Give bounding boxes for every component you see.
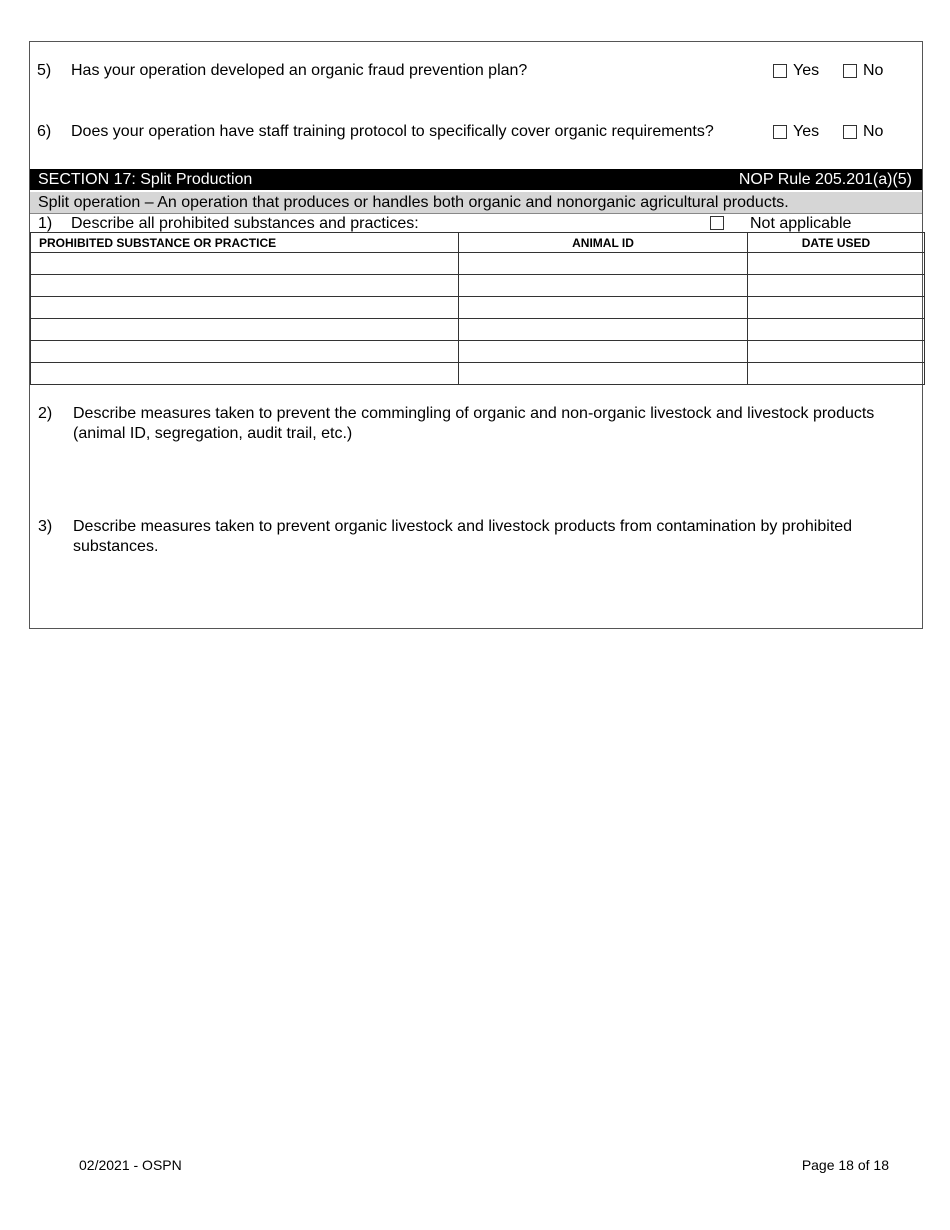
yes-checkbox[interactable] — [773, 125, 787, 139]
question-6-no[interactable] — [843, 123, 883, 141]
table-row — [31, 319, 925, 341]
substance-cell[interactable] — [31, 275, 459, 297]
question-number: 1) — [38, 215, 53, 232]
section-rule: NOP Rule 205.201(a)(5) — [738, 171, 912, 188]
animal-id-cell[interactable] — [459, 341, 748, 363]
footer-page-number: Page 18 of 18 — [801, 1157, 889, 1173]
question-text: Describe measures taken to prevent the commingling of organic and non-organic livestock and livestock products (animal ID, segregation, audit trail, etc.) — [73, 405, 875, 442]
substance-cell[interactable] — [31, 297, 459, 319]
no-label: No — [863, 123, 884, 140]
prohibited-substances-table — [30, 232, 925, 385]
question-2 — [30, 404, 922, 464]
section-definition — [30, 192, 922, 213]
date-used-cell[interactable] — [748, 253, 925, 275]
no-label: No — [863, 62, 884, 79]
date-used-cell[interactable] — [748, 363, 925, 385]
substance-cell[interactable] — [31, 341, 459, 363]
table-row — [31, 341, 925, 363]
table-row — [31, 297, 925, 319]
date-used-cell[interactable] — [748, 341, 925, 363]
animal-id-cell[interactable] — [459, 275, 748, 297]
no-checkbox[interactable] — [843, 125, 857, 139]
question-text: Has your operation developed an organic fraud prevention plan? — [71, 62, 528, 79]
question-number: 5) — [37, 62, 52, 79]
column-header: PROHIBITED SUBSTANCE OR PRACTICE — [31, 233, 459, 253]
question-number: 2) — [38, 405, 53, 422]
substance-cell[interactable] — [31, 253, 459, 275]
table-row — [31, 253, 925, 275]
no-checkbox[interactable] — [843, 64, 857, 78]
question-5-yes[interactable] — [773, 62, 819, 80]
section-title: SECTION 17: Split Production — [38, 171, 253, 188]
definition-text: Split operation – An operation that produces or handles both organic and nonorganic agricultural products. — [38, 194, 789, 211]
column-header: DATE USED — [748, 233, 925, 253]
animal-id-cell[interactable] — [459, 363, 748, 385]
question-number: 3) — [38, 518, 53, 535]
table-row — [31, 363, 925, 385]
question-5-no[interactable] — [843, 62, 883, 80]
footer-form-version: 02/2021 - OSPN — [79, 1157, 182, 1173]
question-1 — [30, 213, 922, 234]
question-text: Describe all prohibited substances and practices: — [71, 215, 419, 232]
question-6-yes[interactable] — [773, 123, 819, 141]
form-frame — [29, 41, 923, 629]
animal-id-cell[interactable] — [459, 297, 748, 319]
column-header: ANIMAL ID — [459, 233, 748, 253]
section-header — [30, 169, 922, 190]
question-3 — [30, 517, 922, 577]
yes-label: Yes — [793, 123, 820, 140]
date-used-cell[interactable] — [748, 297, 925, 319]
date-used-cell[interactable] — [748, 319, 925, 341]
not-applicable-label: Not applicable — [750, 215, 852, 232]
animal-id-cell[interactable] — [459, 319, 748, 341]
not-applicable-checkbox[interactable] — [710, 216, 724, 230]
animal-id-cell[interactable] — [459, 253, 748, 275]
yes-checkbox[interactable] — [773, 64, 787, 78]
question-text: Describe measures taken to prevent organic livestock and livestock products from contamination by prohibited substances. — [73, 518, 853, 555]
substance-cell[interactable] — [31, 319, 459, 341]
table-row — [31, 275, 925, 297]
table-header-row — [31, 233, 925, 253]
date-used-cell[interactable] — [748, 275, 925, 297]
question-number: 6) — [37, 123, 52, 140]
question-text: Does your operation have staff training protocol to specifically cover organic requirements? — [71, 123, 714, 140]
yes-label: Yes — [793, 62, 820, 79]
substance-cell[interactable] — [31, 363, 459, 385]
